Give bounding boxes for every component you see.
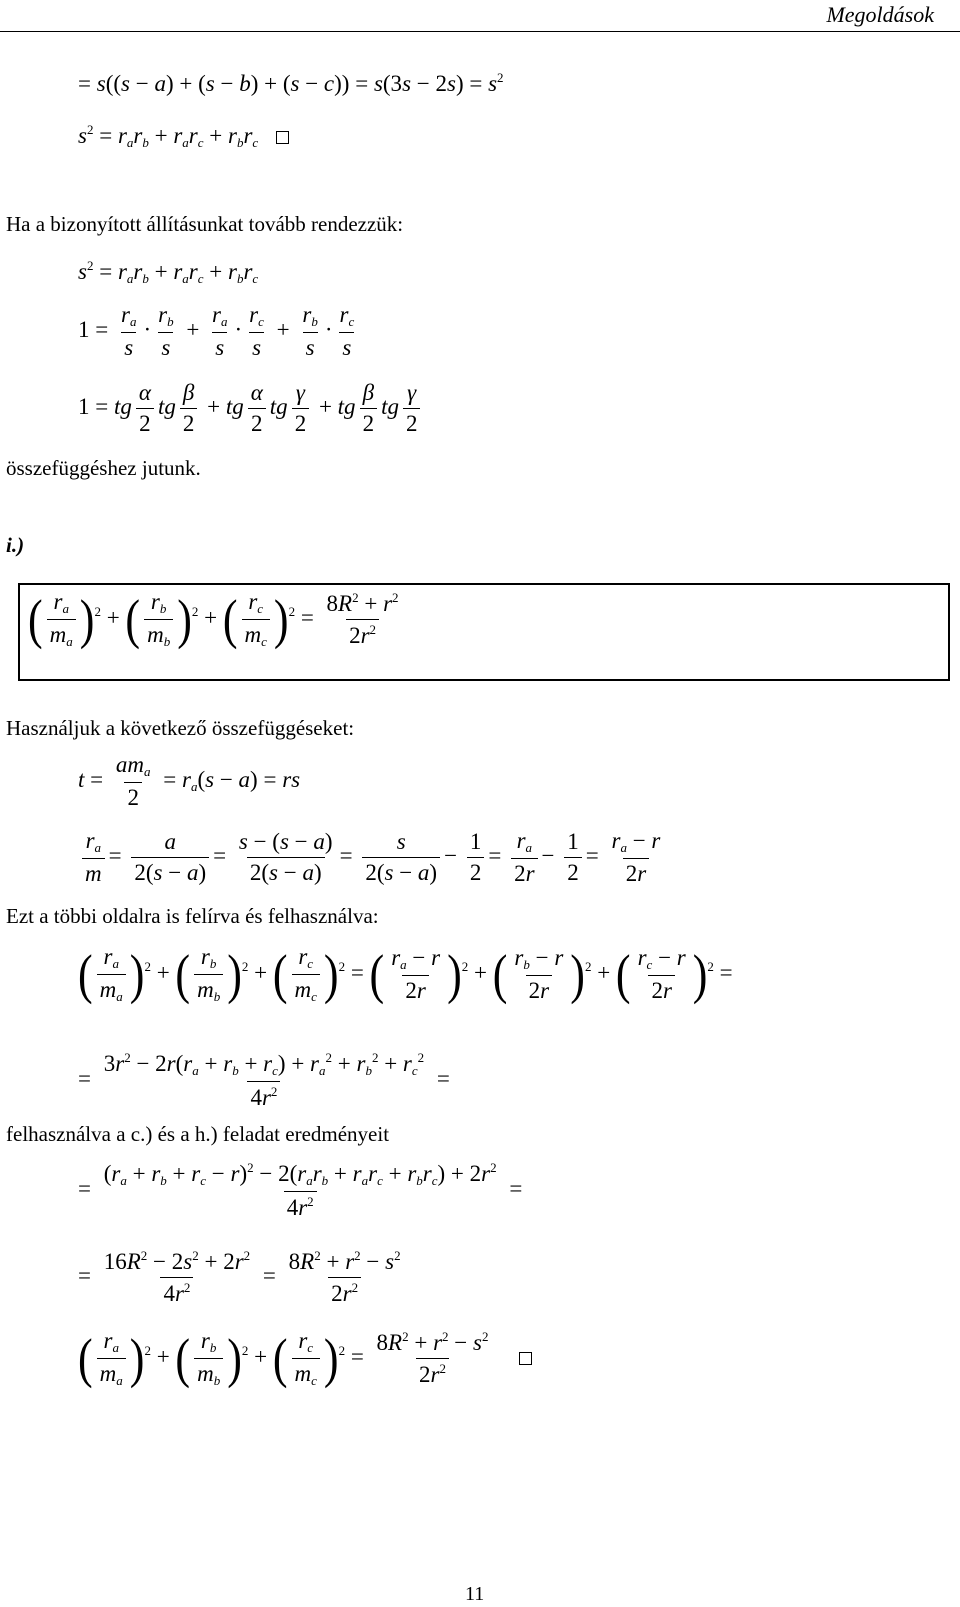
paragraph-2: összefüggéshez jutunk. — [6, 456, 201, 480]
equation-line-7: $\frac{r_a}{m}$ = $\frac{a}{2(s - a)}$ = $\frac{s - (s - a)}{2(s - a)}$ = $\frac{s}{2(s - a)}$ − $\frac{1}{2}$ = $\frac{r_a}{2r}$ − $\frac{1}{2}$ = $\frac{r_a - r}{2r}$ — [78, 828, 667, 887]
page-header: Megoldások — [826, 2, 934, 27]
qed-symbol — [276, 131, 289, 144]
header-divider — [0, 31, 960, 32]
equation-line-5: 1 = tg $\frac{\alpha}{2}$ tg $\frac{\beta}{2}$ + tg $\frac{\alpha}{2}$ tg $\frac{\gamma}{2}$ + tg $\frac{\beta}{2}$ tg $\frac{\gamma}{2}$ — [78, 380, 424, 437]
equation-line-11: = $\frac{16R^2 - 2s^2 + 2r^2}{4r^2}$ = $\frac{8R^2 + r^2 - s^2}{2r^2}$ — [78, 1248, 401, 1306]
paragraph-3: Használjuk a következő összefüggéseket: — [6, 716, 355, 740]
paragraph-5: felhasználva a c.) és a h.) feladat eredményeit — [6, 1122, 390, 1146]
equation-line-10: = $\frac{(r_a + r_b + r_c - r)^2 - 2(r_ar_b + r_ar_c + r_br_c) + 2r^2}{4r^2}$ = — [78, 1160, 523, 1220]
equation-line-1: = $s((s - a) + (s - b) + (s - c)) = s(3s - 2s) = s^2$ — [78, 70, 504, 96]
page-number: 11 — [465, 1583, 485, 1605]
equation-line-2: $s^2 = r_ar_b + r_ar_c + r_br_c$ — [78, 122, 289, 151]
qed-symbol — [519, 1352, 532, 1365]
equation-line-6: t = $\frac{am_a}{2}$ = $r_a(s - a)$ = rs — [78, 752, 301, 810]
part-label: i.) — [6, 533, 25, 557]
boxed-statement — [18, 583, 950, 681]
equation-line-12: ( $\frac{r_a}{m_a}$ )$^2$ + ( $\frac{r_b}{m_b}$ )$^2$ + ( $\frac{r_c}{m_c}$ )$^2$ = $\frac{8R^2 + r^2 - s^2}{2r^2}$ — [78, 1328, 532, 1389]
equation-line-9: = $\frac{3r^2 - 2r(r_a + r_b + r_c) + r_a^2 + r_b^2 + r_c^2}{4r^2}$ = — [78, 1050, 450, 1110]
paragraph-1: Ha a bizonyított állításunkat tovább rendezzük: — [6, 212, 404, 236]
equation-line-3: $s^2 = r_ar_b + r_ar_c + r_br_c$ — [78, 258, 259, 286]
equation-line-8: ( $\frac{r_a}{m_a}$ )$^2$ + ( $\frac{r_b}{m_b}$ )$^2$ + ( $\frac{r_c}{m_c}$ )$^2$ = ( $\frac{r_a - r}{2r}$ )$^2$ + ( $\frac{r_b - r}{2r}$ )$^2$ + ( $\frac{r_c - r}{2r}$ )$^2$ = — [78, 943, 733, 1005]
equation-line-4: 1 = $\frac{r_a}{s}$ · $\frac{r_b}{s}$ + $\frac{r_a}{s}$ · $\frac{r_c}{s}$ + $\frac{r_b}{s}$ · $\frac{r_c}{s}$ — [78, 302, 355, 360]
boxed-equation: ( $\frac{r_a}{m_a}$ )$^2$ + ( $\frac{r_b}{m_b}$ )$^2$ + ( $\frac{r_c}{m_c}$ )$^2$ = $\frac{8R^2 + r^2}{2r^2}$ — [28, 588, 399, 650]
paragraph-4: Ezt a többi oldalra is felírva és felhasználva: — [6, 904, 379, 928]
